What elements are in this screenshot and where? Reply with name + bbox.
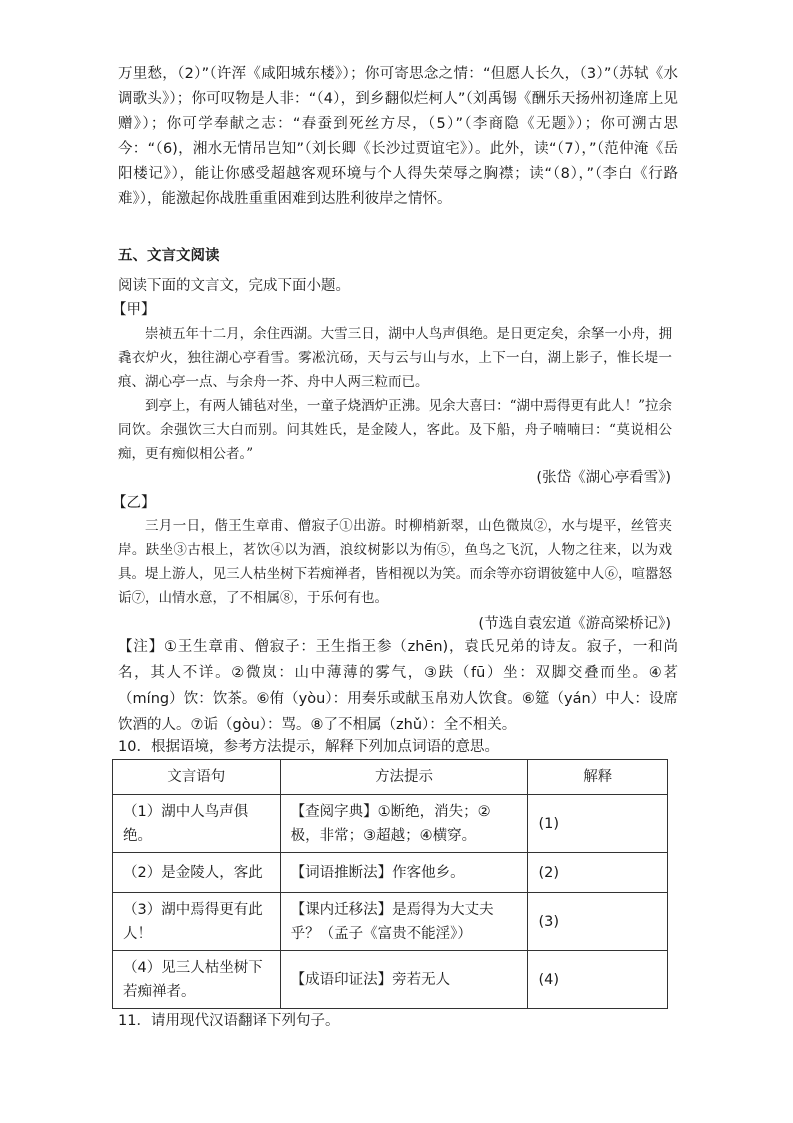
passage-yi-label: 【乙】: [112, 495, 156, 511]
table-row: [113, 893, 668, 951]
passage-jia-source: (张岱《湖心亭看雪》): [536, 470, 671, 486]
sentence-cell: （4）见三人枯坐树下若痴禅者。: [113, 951, 281, 1009]
table-header: 文言语句: [113, 760, 281, 795]
section-heading: 五、文言文阅读: [118, 248, 220, 264]
passage-jia-paragraph-2: 到亭上，有两人铺毡对坐，一童子烧酒炉正沸。见余大喜曰：“湖中焉得更有此人！”拉余同饮。余强饮三大白而别。问其姓氏，是金陵人，客此。及下船，舟子喃喃曰：“莫说相公痴，更有痴似相公者。”: [118, 398, 672, 462]
hint-cell: 【成语印证法】旁若无人: [280, 951, 528, 1009]
question-11: 11．请用现代汉语翻译下列句子。: [118, 1013, 340, 1029]
table-row: [113, 853, 668, 893]
annotation-notes: 【注】①王生章甫、僧寂子：王生指王参（zhēn)，袁氏兄弟的诗友。寂子，一和尚名，其人不详。②微岚：山中薄薄的雾气，③趺（fū）坐：双脚交叠而坐。④茗（míng）饮：饮茶。⑥侑（yòu）：用奏乐或献玉帛劝人饮食。⑥筵（yán）中人：设席饮酒的人。⑦诟（gòu）：骂。⑧了不相属（zhǔ）：全不相关。: [118, 639, 678, 733]
table-header: 解释: [528, 760, 668, 795]
sentence-cell: （2）是金陵人，客此: [113, 853, 281, 893]
passage-jia-label: 【甲】: [112, 302, 156, 318]
answer-cell[interactable]: (4): [528, 951, 668, 1009]
hint-cell: 【词语推断法】作客他乡。: [280, 853, 528, 893]
table-header-row: [113, 760, 668, 795]
sentence-cell: （3）湖中焉得更有此人！: [113, 893, 281, 951]
table-row: [113, 795, 668, 853]
passage-yi: [118, 514, 672, 610]
answer-cell[interactable]: (1): [528, 795, 668, 853]
instruction-text: 阅读下面的文言文，完成下面小题。: [118, 278, 350, 294]
hint-cell: 【查阅字典】①断绝，消失；②极，非常；③超越；④横穿。: [280, 795, 528, 853]
sentence-cell: （1）湖中人鸟声俱绝。: [113, 795, 281, 853]
question-10-table: [112, 759, 668, 1009]
intro-paragraph: 万里愁，（2）”（许浑《咸阳城东楼》）；你可寄思念之情：“但愿人长久，（3）”（苏轼《水调歌头》）；你可叹物是人非：“（4），到乡翻似烂柯人”（刘禹锡《酬乐天扬州初逢席上见赠》）；你可学奉献之志：“春蚕到死丝方尽，（5）”（李商隐《无题》）；你可溯古思今：“（6)，湘水无情吊岂知”（刘长卿《长沙过贾谊宅》）。此外，读“（7），”（范仲淹《岳阳楼记》），能让你感受超越客观环境与个人得失荣辱之胸襟；读“（8），”（李白《行路难》），能激起你战胜重重困难到达胜利彼岸之情怀。: [118, 66, 678, 207]
passage-jia: [118, 322, 672, 466]
passage-jia-paragraph-1: 崇祯五年十二月，余住西湖。大雪三日，湖中人鸟声俱绝。是日更定矣，余拏一小舟，拥毳衣炉火，独往湖心亭看雪。雾凇沆砀，天与云与山与水，上下一白，湖上影子，惟长堤一痕、湖心亭一点、与余舟一芥、舟中人两三粒而已。: [118, 326, 672, 390]
table-header: 方法提示: [280, 760, 528, 795]
answer-cell[interactable]: (2): [528, 853, 668, 893]
passage-yi-paragraph-1: 三月一日，偕王生章甫、僧寂子①出游。时柳梢新翠，山色微岚②，水与堤平，丝管夹岸。趺坐③古根上，茗饮④以为酒，浪纹树影以为侑⑤，鱼鸟之飞沉，人物之往来，以为戏具。堤上游人，见三人枯坐树下若痴禅者，皆相视以为笑。而余等亦窃谓彼筵中人⑥，喧嚣怒诟⑦，山情水意，了不相属⑧，于乐何有也。: [118, 518, 672, 606]
hint-cell: 【课内迁移法】是焉得为大丈夫乎？（孟子《富贵不能淫》）: [280, 893, 528, 951]
table-row: [113, 951, 668, 1009]
passage-yi-source: (节选自袁宏道《游高梁桥记》): [478, 616, 671, 632]
question-10: 10．根据语境，参考方法提示，解释下列加点词语的意思。: [118, 739, 499, 755]
answer-cell[interactable]: (3): [528, 893, 668, 951]
